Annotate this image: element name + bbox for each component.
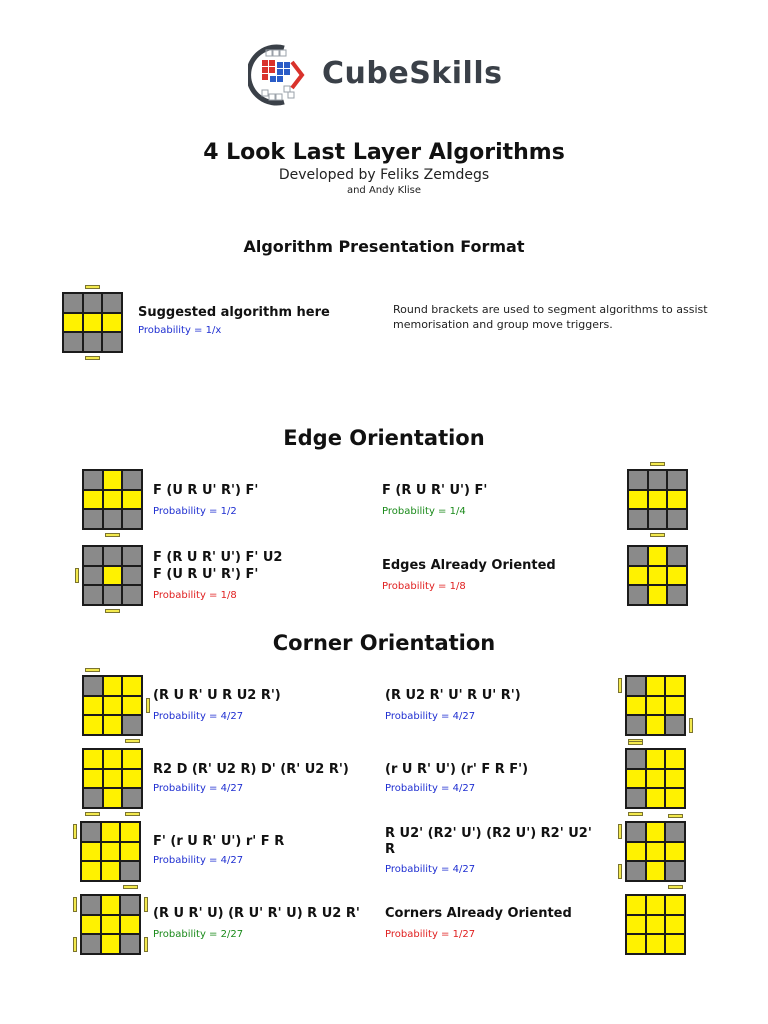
edge-case-1-algorithm: F (U R U' R') F' bbox=[153, 483, 259, 498]
yellow-sticker bbox=[668, 491, 686, 509]
yellow-sticker bbox=[123, 677, 141, 695]
gray-sticker bbox=[649, 510, 667, 528]
side-sticker-indicator bbox=[123, 885, 138, 889]
yellow-sticker bbox=[666, 916, 684, 934]
edge-case-2-algorithm: F (R U R' U') F' bbox=[382, 483, 488, 498]
edge-case-1-probability: Probability = 1/2 bbox=[153, 506, 237, 517]
yellow-sticker bbox=[647, 935, 665, 953]
corner-case-7-algorithm: (R U R' U) (R U' R' U) R U2 R' bbox=[153, 906, 360, 921]
edge-case-3-algorithm: F (R U R' U') F' U2 bbox=[153, 550, 283, 565]
yellow-sticker bbox=[666, 935, 684, 953]
yellow-sticker bbox=[666, 843, 684, 861]
format-note: Round brackets are used to segment algorithms to assist memorisation and group move triggers. bbox=[393, 303, 708, 331]
corner-case-6-algorithm: R U2' (R2' U') (R2 U') R2' U2' bbox=[385, 826, 592, 841]
yellow-sticker bbox=[123, 750, 141, 768]
gray-sticker bbox=[84, 294, 102, 312]
side-sticker-indicator bbox=[125, 812, 140, 816]
yellow-sticker bbox=[647, 716, 665, 734]
corner-case-3-probability: Probability = 4/27 bbox=[153, 783, 244, 794]
yellow-sticker bbox=[649, 567, 667, 585]
gray-sticker bbox=[104, 586, 122, 604]
cube-face bbox=[82, 469, 143, 530]
yellow-sticker bbox=[82, 916, 100, 934]
yellow-sticker bbox=[64, 314, 82, 332]
corner-case-1-probability: Probability = 4/27 bbox=[153, 711, 244, 722]
cube-face bbox=[625, 748, 686, 809]
side-sticker-indicator bbox=[125, 739, 140, 743]
side-sticker-indicator bbox=[144, 897, 148, 912]
yellow-sticker bbox=[647, 789, 665, 807]
gray-sticker bbox=[103, 294, 121, 312]
edge-case-3-algorithm-line2: F (U R U' R') F' bbox=[153, 567, 259, 582]
gray-sticker bbox=[629, 510, 647, 528]
yellow-sticker bbox=[104, 677, 122, 695]
gray-sticker bbox=[84, 333, 102, 351]
yellow-sticker bbox=[84, 697, 102, 715]
corner-case-4-algorithm: (r U R' U') (r' F R F') bbox=[385, 762, 529, 777]
cube-face bbox=[82, 748, 143, 809]
yellow-sticker bbox=[627, 843, 645, 861]
side-sticker-indicator bbox=[73, 824, 77, 839]
gray-sticker bbox=[666, 823, 684, 841]
yellow-sticker bbox=[666, 770, 684, 788]
gray-sticker bbox=[84, 586, 102, 604]
side-sticker-indicator bbox=[668, 814, 683, 818]
yellow-sticker bbox=[666, 677, 684, 695]
gray-sticker bbox=[82, 896, 100, 914]
yellow-sticker bbox=[84, 750, 102, 768]
gray-sticker bbox=[123, 789, 141, 807]
gray-sticker bbox=[627, 789, 645, 807]
side-sticker-indicator bbox=[628, 741, 643, 745]
corner-case-cube-7 bbox=[80, 894, 141, 955]
gray-sticker bbox=[666, 862, 684, 880]
yellow-sticker bbox=[104, 567, 122, 585]
yellow-sticker bbox=[102, 862, 120, 880]
yellow-sticker bbox=[647, 916, 665, 934]
yellow-sticker bbox=[649, 491, 667, 509]
corner-case-7-probability: Probability = 2/27 bbox=[153, 929, 244, 940]
side-sticker-indicator bbox=[650, 462, 665, 466]
side-sticker-indicator bbox=[650, 533, 665, 537]
yellow-sticker bbox=[627, 896, 645, 914]
yellow-sticker bbox=[104, 491, 122, 509]
gray-sticker bbox=[627, 823, 645, 841]
yellow-sticker bbox=[647, 750, 665, 768]
yellow-sticker bbox=[104, 789, 122, 807]
gray-sticker bbox=[123, 567, 141, 585]
yellow-sticker bbox=[666, 789, 684, 807]
yellow-sticker bbox=[647, 677, 665, 695]
yellow-sticker bbox=[666, 750, 684, 768]
yellow-sticker bbox=[123, 770, 141, 788]
cube-face bbox=[82, 675, 143, 736]
yellow-sticker bbox=[84, 314, 102, 332]
corner-case-3-algorithm: R2 D (R' U2 R) D' (R' U2 R') bbox=[153, 762, 349, 777]
side-sticker-indicator bbox=[689, 718, 693, 733]
gray-sticker bbox=[627, 750, 645, 768]
side-sticker-indicator bbox=[668, 885, 683, 889]
gray-sticker bbox=[84, 471, 102, 489]
corner-case-6-probability: Probability = 4/27 bbox=[385, 864, 476, 875]
yellow-sticker bbox=[647, 862, 665, 880]
page-title: 4 Look Last Layer Algorithms bbox=[203, 140, 565, 165]
side-sticker-indicator bbox=[618, 824, 622, 839]
yellow-sticker bbox=[666, 896, 684, 914]
edge-case-cube-3 bbox=[82, 545, 143, 606]
side-sticker-indicator bbox=[75, 568, 79, 583]
page-subtitle-secondary: and Andy Klise bbox=[346, 185, 422, 196]
yellow-sticker bbox=[627, 697, 645, 715]
gray-sticker bbox=[666, 716, 684, 734]
yellow-sticker bbox=[102, 896, 120, 914]
gray-sticker bbox=[64, 294, 82, 312]
cube-face bbox=[625, 821, 686, 882]
gray-sticker bbox=[64, 333, 82, 351]
gray-sticker bbox=[84, 567, 102, 585]
corner-case-cube-8 bbox=[625, 894, 686, 955]
cube-face bbox=[625, 894, 686, 955]
gray-sticker bbox=[84, 789, 102, 807]
yellow-sticker bbox=[627, 916, 645, 934]
format-heading: Algorithm Presentation Format bbox=[243, 237, 525, 256]
cube-face bbox=[627, 469, 688, 530]
side-sticker-indicator bbox=[85, 356, 100, 360]
side-sticker-indicator bbox=[85, 285, 100, 289]
example-probability: Probability = 1/x bbox=[138, 325, 222, 336]
example-algorithm: Suggested algorithm here bbox=[138, 305, 330, 320]
corner-case-cube-4 bbox=[625, 748, 686, 809]
gray-sticker bbox=[668, 471, 686, 489]
yellow-sticker bbox=[82, 862, 100, 880]
brand-name: CubeSkills bbox=[322, 56, 503, 91]
cubeskills-logo bbox=[248, 42, 318, 108]
gray-sticker bbox=[82, 823, 100, 841]
yellow-sticker bbox=[104, 716, 122, 734]
gray-sticker bbox=[629, 586, 647, 604]
cube-face bbox=[80, 821, 141, 882]
side-sticker-indicator bbox=[85, 812, 100, 816]
edge-case-3-probability: Probability = 1/8 bbox=[153, 590, 237, 601]
gray-sticker bbox=[82, 935, 100, 953]
gray-sticker bbox=[627, 677, 645, 695]
corner-case-2-algorithm: (R U2 R' U' R U' R') bbox=[385, 688, 521, 703]
yellow-sticker bbox=[629, 567, 647, 585]
edge-case-4-algorithm: Edges Already Oriented bbox=[382, 558, 556, 573]
gray-sticker bbox=[84, 547, 102, 565]
yellow-sticker bbox=[84, 491, 102, 509]
yellow-sticker bbox=[668, 567, 686, 585]
yellow-sticker bbox=[102, 823, 120, 841]
gray-sticker bbox=[668, 547, 686, 565]
corner-case-2-probability: Probability = 4/27 bbox=[385, 711, 476, 722]
edge-case-cube-1 bbox=[82, 469, 143, 530]
side-sticker-indicator bbox=[85, 668, 100, 672]
cube-face bbox=[80, 894, 141, 955]
yellow-sticker bbox=[102, 916, 120, 934]
cube-face bbox=[625, 675, 686, 736]
side-sticker-indicator bbox=[146, 698, 150, 713]
gray-sticker bbox=[123, 547, 141, 565]
gray-sticker bbox=[84, 677, 102, 695]
corner-case-cube-1 bbox=[82, 675, 143, 736]
corner-case-6-algorithm-line2: R bbox=[385, 842, 396, 857]
yellow-sticker bbox=[649, 586, 667, 604]
yellow-sticker bbox=[104, 697, 122, 715]
corner-case-cube-3 bbox=[82, 748, 143, 809]
corner-case-5-probability: Probability = 4/27 bbox=[153, 855, 244, 866]
example-cube bbox=[62, 292, 123, 353]
yellow-sticker bbox=[629, 491, 647, 509]
side-sticker-indicator bbox=[73, 937, 77, 952]
edge-orientation-heading: Edge Orientation bbox=[283, 426, 485, 450]
gray-sticker bbox=[123, 471, 141, 489]
corner-case-cube-2 bbox=[625, 675, 686, 736]
gray-sticker bbox=[121, 935, 139, 953]
gray-sticker bbox=[668, 586, 686, 604]
yellow-sticker bbox=[104, 471, 122, 489]
corner-case-5-algorithm: F' (r U R' U') r' F R bbox=[153, 834, 285, 849]
gray-sticker bbox=[123, 716, 141, 734]
edge-case-cube-4 bbox=[627, 545, 688, 606]
yellow-sticker bbox=[121, 916, 139, 934]
corner-case-8-algorithm: Corners Already Oriented bbox=[385, 906, 572, 921]
yellow-sticker bbox=[647, 823, 665, 841]
gray-sticker bbox=[103, 333, 121, 351]
yellow-sticker bbox=[666, 697, 684, 715]
yellow-sticker bbox=[647, 697, 665, 715]
yellow-sticker bbox=[123, 697, 141, 715]
logo-mark-icon bbox=[248, 42, 318, 108]
gray-sticker bbox=[649, 471, 667, 489]
yellow-sticker bbox=[627, 935, 645, 953]
yellow-sticker bbox=[121, 823, 139, 841]
cube-face bbox=[62, 292, 123, 353]
page-subtitle: Developed by Feliks Zemdegs bbox=[278, 167, 490, 183]
yellow-sticker bbox=[123, 491, 141, 509]
gray-sticker bbox=[123, 510, 141, 528]
side-sticker-indicator bbox=[73, 897, 77, 912]
cube-face bbox=[627, 545, 688, 606]
yellow-sticker bbox=[102, 935, 120, 953]
yellow-sticker bbox=[104, 750, 122, 768]
side-sticker-indicator bbox=[105, 609, 120, 613]
gray-sticker bbox=[627, 716, 645, 734]
gray-sticker bbox=[104, 510, 122, 528]
corner-case-8-probability: Probability = 1/27 bbox=[385, 929, 476, 940]
corner-orientation-heading: Corner Orientation bbox=[272, 631, 496, 655]
gray-sticker bbox=[629, 547, 647, 565]
yellow-sticker bbox=[647, 843, 665, 861]
yellow-sticker bbox=[102, 843, 120, 861]
cube-face bbox=[82, 545, 143, 606]
yellow-sticker bbox=[84, 716, 102, 734]
yellow-sticker bbox=[627, 770, 645, 788]
gray-sticker bbox=[121, 896, 139, 914]
gray-sticker bbox=[121, 862, 139, 880]
edge-case-4-probability: Probability = 1/8 bbox=[382, 581, 466, 592]
edge-case-2-probability: Probability = 1/4 bbox=[382, 506, 466, 517]
yellow-sticker bbox=[649, 547, 667, 565]
gray-sticker bbox=[123, 586, 141, 604]
corner-case-cube-6 bbox=[625, 821, 686, 882]
yellow-sticker bbox=[103, 314, 121, 332]
edge-case-cube-2 bbox=[627, 469, 688, 530]
gray-sticker bbox=[84, 510, 102, 528]
yellow-sticker bbox=[647, 896, 665, 914]
gray-sticker bbox=[104, 547, 122, 565]
yellow-sticker bbox=[121, 843, 139, 861]
side-sticker-indicator bbox=[618, 678, 622, 693]
side-sticker-indicator bbox=[618, 864, 622, 879]
yellow-sticker bbox=[647, 770, 665, 788]
side-sticker-indicator bbox=[105, 533, 120, 537]
yellow-sticker bbox=[84, 770, 102, 788]
gray-sticker bbox=[668, 510, 686, 528]
corner-case-4-probability: Probability = 4/27 bbox=[385, 783, 476, 794]
corner-case-1-algorithm: (R U R' U R U2 R') bbox=[153, 688, 281, 703]
yellow-sticker bbox=[104, 770, 122, 788]
gray-sticker bbox=[627, 862, 645, 880]
gray-sticker bbox=[629, 471, 647, 489]
side-sticker-indicator bbox=[144, 937, 148, 952]
yellow-sticker bbox=[82, 843, 100, 861]
side-sticker-indicator bbox=[628, 812, 643, 816]
corner-case-cube-5 bbox=[80, 821, 141, 882]
